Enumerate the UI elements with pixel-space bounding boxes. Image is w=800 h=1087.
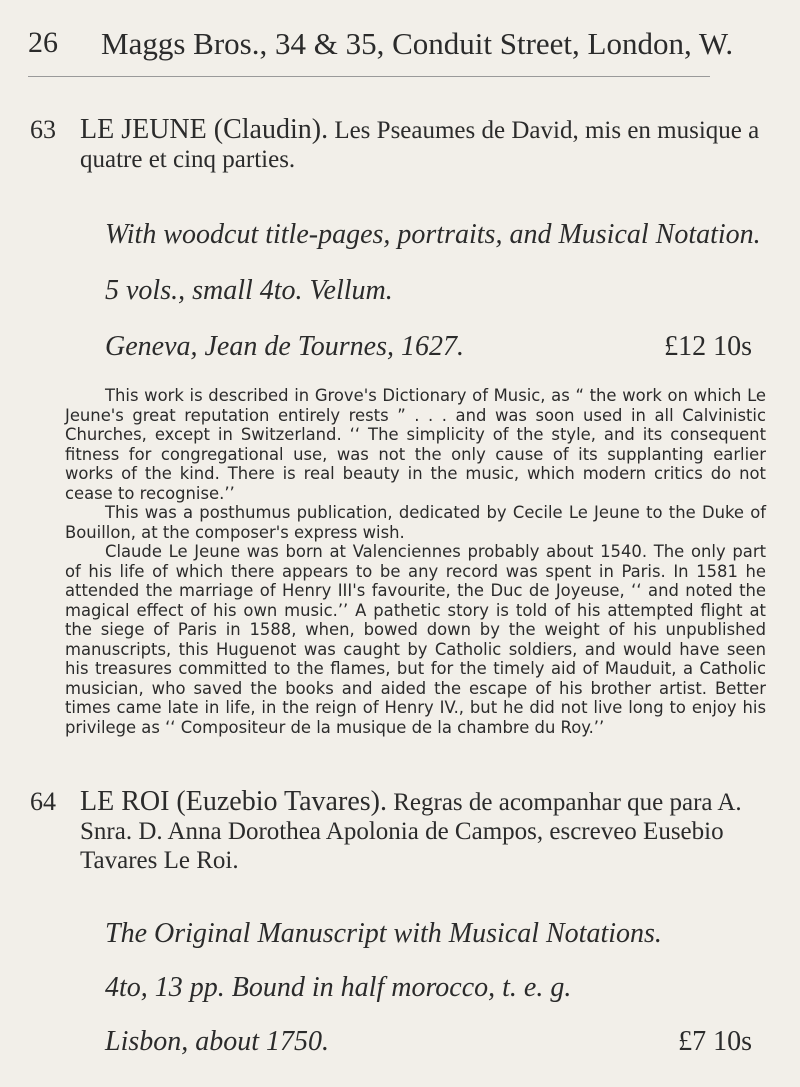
catalogue-entry-64 [30,787,766,1059]
page-number: 26 [28,26,58,59]
entry-imprint: Geneva, Jean de Tournes, 1627. [105,331,465,362]
entry-number: 64 [30,787,56,816]
running-head: Maggs Bros., 34 & 35, Conduit Street, London, W. [101,26,734,61]
description-paragraph: This was a posthumus publication, dedicated by Cecile Le Jeune to the Duke of Bouillon, at the composer's express wish. [65,503,766,542]
description-paragraph: This work is described in Grove's Dictionary of Music, as “ the work on which Le Jeune's great reputation entirely rests ” . . . and was soon used in all Calvinistic Churches, except in Switzerland. ‘‘ The simplicity of the style, and its consequent fitness for congregational use, was not the only cause of its supplanting earlier works of the kind. There is real beauty in the music, which modern critics do not cease to recognise.’’ [65,386,766,503]
entry-author: LE ROI (Euzebio Tavares). [80,786,387,817]
entry-description [65,386,766,737]
entry-format: 4to, 13 pp. Bound in half morocco, t. e. g. [105,972,572,1003]
entry-imprint-line [105,1025,766,1059]
entry-illustrations: With woodcut title-pages, portraits, and Musical Notation. [105,219,761,250]
entry-number: 63 [30,115,56,144]
entry-author: LE JEUNE (Claudin). [80,114,329,145]
header-rule [28,76,710,77]
entry-heading [80,115,766,174]
entry-imprint-line [105,330,766,364]
entry-title: Regras de acompanhar que para A. Snra. D. Anna Dorothea Apolonia de Campos, escreveo Eusebio Tavares Le Roi. [80,789,742,874]
entry-illustrations: The Original Manuscript with Musical Notations. [105,918,662,949]
description-paragraph: Claude Le Jeune was born at Valenciennes probably about 1540. The only part of his life of which there appears to be any record was spent in Paris. In 1581 he attended the marriage of Henry III's favourite, the Duc de Joyeuse, ‘‘ and noted the magical effect of his own music.’’ A pathetic story is told of his attempted flight at the siege of Paris in 1588, when, bowed down by the weight of his unpublished manuscripts, this Huguenot was caught by Catholic soldiers, and would have seen his treasures committed to the flames, but for the timely aid of Mauduit, a Catholic musician, who saved the books and aided the escape of his brother artist. Better times came late in life, in the reign of Henry IV., but he did not live long to enjoy his privilege as ‘‘ Compositeur de la musique de la chambre du Roy.’’ [65,542,766,737]
entry-price: £12 10s [664,331,752,362]
entry-heading [80,787,766,875]
page-header [28,26,740,76]
entry-format: 5 vols., small 4to. Vellum. [105,275,393,306]
entry-title: Les Pseaumes de David, mis en musique a quatre et cinq parties. [80,117,760,173]
entry-price: £7 10s [678,1026,752,1057]
catalogue-entry-63 [30,115,766,737]
entry-imprint: Lisbon, about 1750. [105,1026,330,1057]
